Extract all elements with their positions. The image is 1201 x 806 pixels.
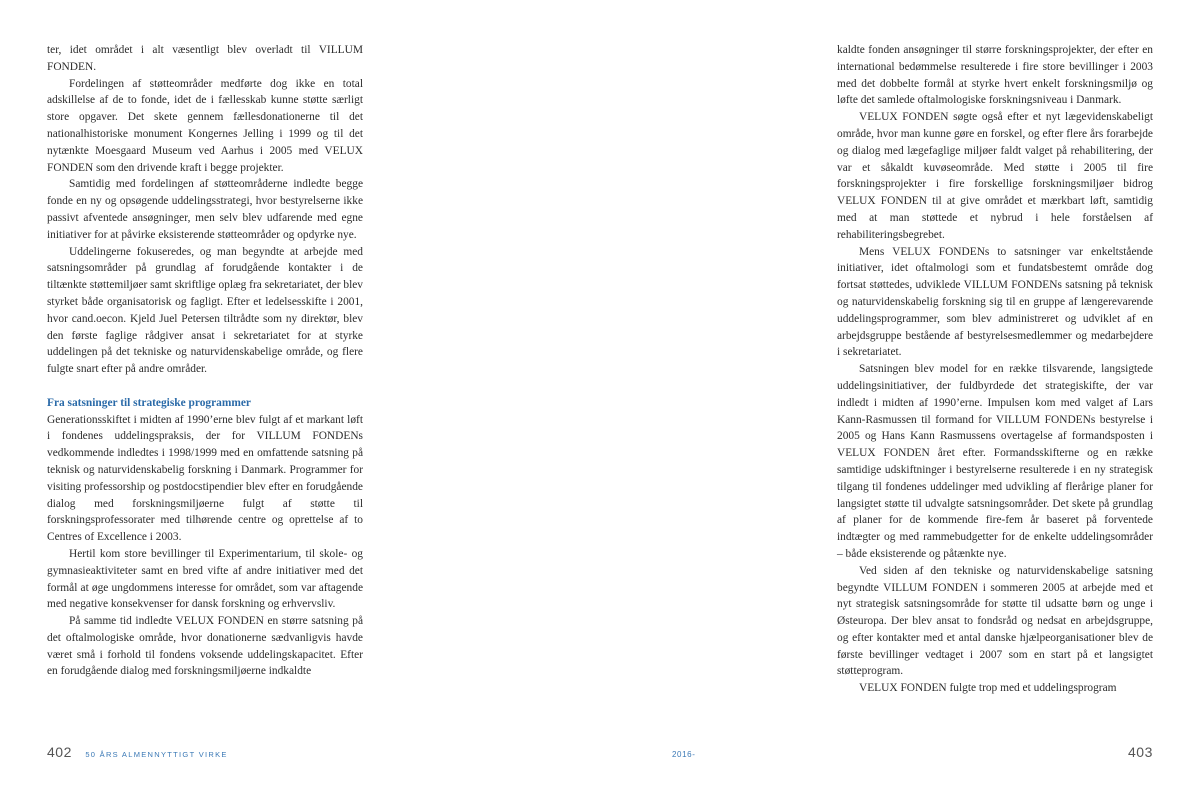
running-title: 50 ÅRS ALMENNYTTIGT VIRKE [85,750,228,759]
page-number: 402 [47,744,72,760]
right-footer [1128,744,1153,762]
paragraph: Hertil kom store bevillinger til Experimentarium, til skole- og gymnasieaktiviteter samt en bred vifte af andre initiativer med det formål at øge ungdommens interesse for området, som var aftagende med negative konsekvenser for dansk forskning og erhvervsliv. [47,547,363,611]
paragraph: Ved siden af den tekniske og naturvidenskabelige satsning begyndte VILLUM FONDEN i sommeren 2005 at arbejde med et nyt strategisk satsningsområde for støtte til udsatte børn og unge i Østeuropa. Der blev ansat to fondsråd og nedsat en arbejdsgruppe, og efter kontakter med et antal danske hjælpeorganisationer blev de første bevillinger vedtaget i 2007 som en start på et langsigtet støtteprogram. [837,564,1153,678]
right-text-column [837,42,1153,697]
paragraph: På samme tid indledte VELUX FONDEN en større satsning på det oftalmologiske område, hvor donationerne sædvanligvis havde været små i forhold til fondens voksende uddelingskapacitet. Efter en forudgående dialog med forskningsmiljøerne indkaldte [47,615,363,678]
left-text-column [47,42,363,680]
right-page [600,0,1201,806]
paragraph: Satsningen blev model for en række tilsvarende, langsigtede uddelingsinitiativer, der fuldbyrdede det strategiskifte, der var indledt i midten af 1990’erne. Impulsen kom med valget af Lars Kann-Rasmussen til formand for VILLUM FONDENs bestyrelse i 2005 og Hans Kann Rasmussens overtagelse af formandsposten i VELUX FONDEN året efter. Formandsskifterne og en række samtidige udskiftninger i bestyrelserne resulterede i en ny strategisk tilgang til fondenes uddelinger med udvikling af flerårige planer for langsigtet støtte til udvalgte satsningsområder. Det skete på grundlag af planer for de kommende fire-fem år baseret på forventede indtægter og med rammebudgetter for de enkelte uddelingsområder – både eksisterende og påtænkte nye. [837,363,1153,560]
paragraph: ter, idet området i alt væsentligt blev overladt til VILLUM FONDEN. [47,44,363,73]
left-footer [47,744,228,762]
paragraph: kaldte fonden ansøgninger til større forskningsprojekter, der efter en international bedømmelse resulterede i fire store bevillinger i 2003 med det dobbelte formål at styrke hvert enkelt forskningsmiljø og løfte det samlede oftalmologiske forskningsniveau i Danmark. [837,44,1153,107]
running-title: 2016- [672,750,696,759]
paragraph: Generationsskiftet i midten af 1990’erne blev fulgt af et markant løft i fondenes uddelingspraksis, der for VILLUM FONDENs vedkommende indledtes i 1998/1999 med en omfattende satsning på teknisk og naturvidenskabelig forskning i Danmark. Programmer for visiting professorship og postdocstipendier blev efter en forudgående dialog med forskningsmiljøerne fulgt af støtte til forskningsprofessorater med tilhørende centre og oprettelse af to Centres of Excellence i 2003. [47,413,363,544]
paragraph: VELUX FONDEN fulgte trop med et uddelingsprogram [859,682,1117,695]
paragraph: Uddelingerne fokuseredes, og man begyndte at arbejde med satsningsområder på grundlag af forudgående kontakter i de tiltænkte støttemiljøer samt skriftlige oplæg fra sekretariatet, der blev styrket både organisatorisk og fagligt. Efter et ledelsesskifte i 2001, hvor cand.oecon. Kjeld Juel Petersen tiltrådte som ny direktør, blev den første faglige rådgiver ansat i sekretariatet for at styrke uddelingen på det tekniske og naturvidenskabelige område, og flere fulgte snart efter på andre områder. [47,245,364,376]
page-number: 403 [1128,744,1153,760]
paragraph: VELUX FONDEN søgte også efter et nyt lægevidenskabeligt område, hvor man kunne gøre en forskel, og efter flere års forarbejde og dialog med lægefaglige miljøer faldt valget på rehabilitering, der var et såkaldt kuvøseområde. Med støtte i 2005 til fire forskningsprojekter i fire forskellige forskningsmiljøer bidrog VELUX FONDEN til at give området et mærkbart løft, samtidig med at man støttede et nybrud i hele forståelsen af rehabiliteringsbegrebet. [837,111,1153,241]
paragraph: Mens VELUX FONDENs to satsninger var enkeltstående initiativer, idet oftalmologi som et fundatsbestemt område dog fortsat støttedes, udviklede VILLUM FONDENs satsning på teknisk og naturvidenskabelig forskning sig til en gruppe af længerevarende uddelingsprogrammer, som blev administreret og udviklet af en arbejdsgruppe bestående af bestyrelsesmedlemmer og medarbejdere i sekretariatet. [837,245,1153,359]
paragraph: Samtidig med fordelingen af støtteområderne indledte begge fonde en ny og opsøgende uddelingsstrategi, hvor bestyrelserne ikke passivt afventede ansøgninger, men selv blev udfarende med egne initiativer for at påvirke eksisterende støtteområder og opdyrke nye. [47,178,363,241]
section-heading: Fra satsninger til strategiske programmer [47,396,251,409]
right-running-title-wrap [672,744,695,762]
left-page [0,0,600,806]
paragraph: Fordelingen af støtteområder medførte dog ikke en total adskillelse af de to fonde, idet de i fællesskab kunne støtte særligt store opgaver. Det skete gennem fællesdonationerne til det nationalhistoriske monument Kongernes Jelling i 1999 og til det nytænkte Moesgaard Museum ved Aarhus i 2005 med VELUX FONDEN som den drivende kraft i begge projekter. [47,77,363,174]
